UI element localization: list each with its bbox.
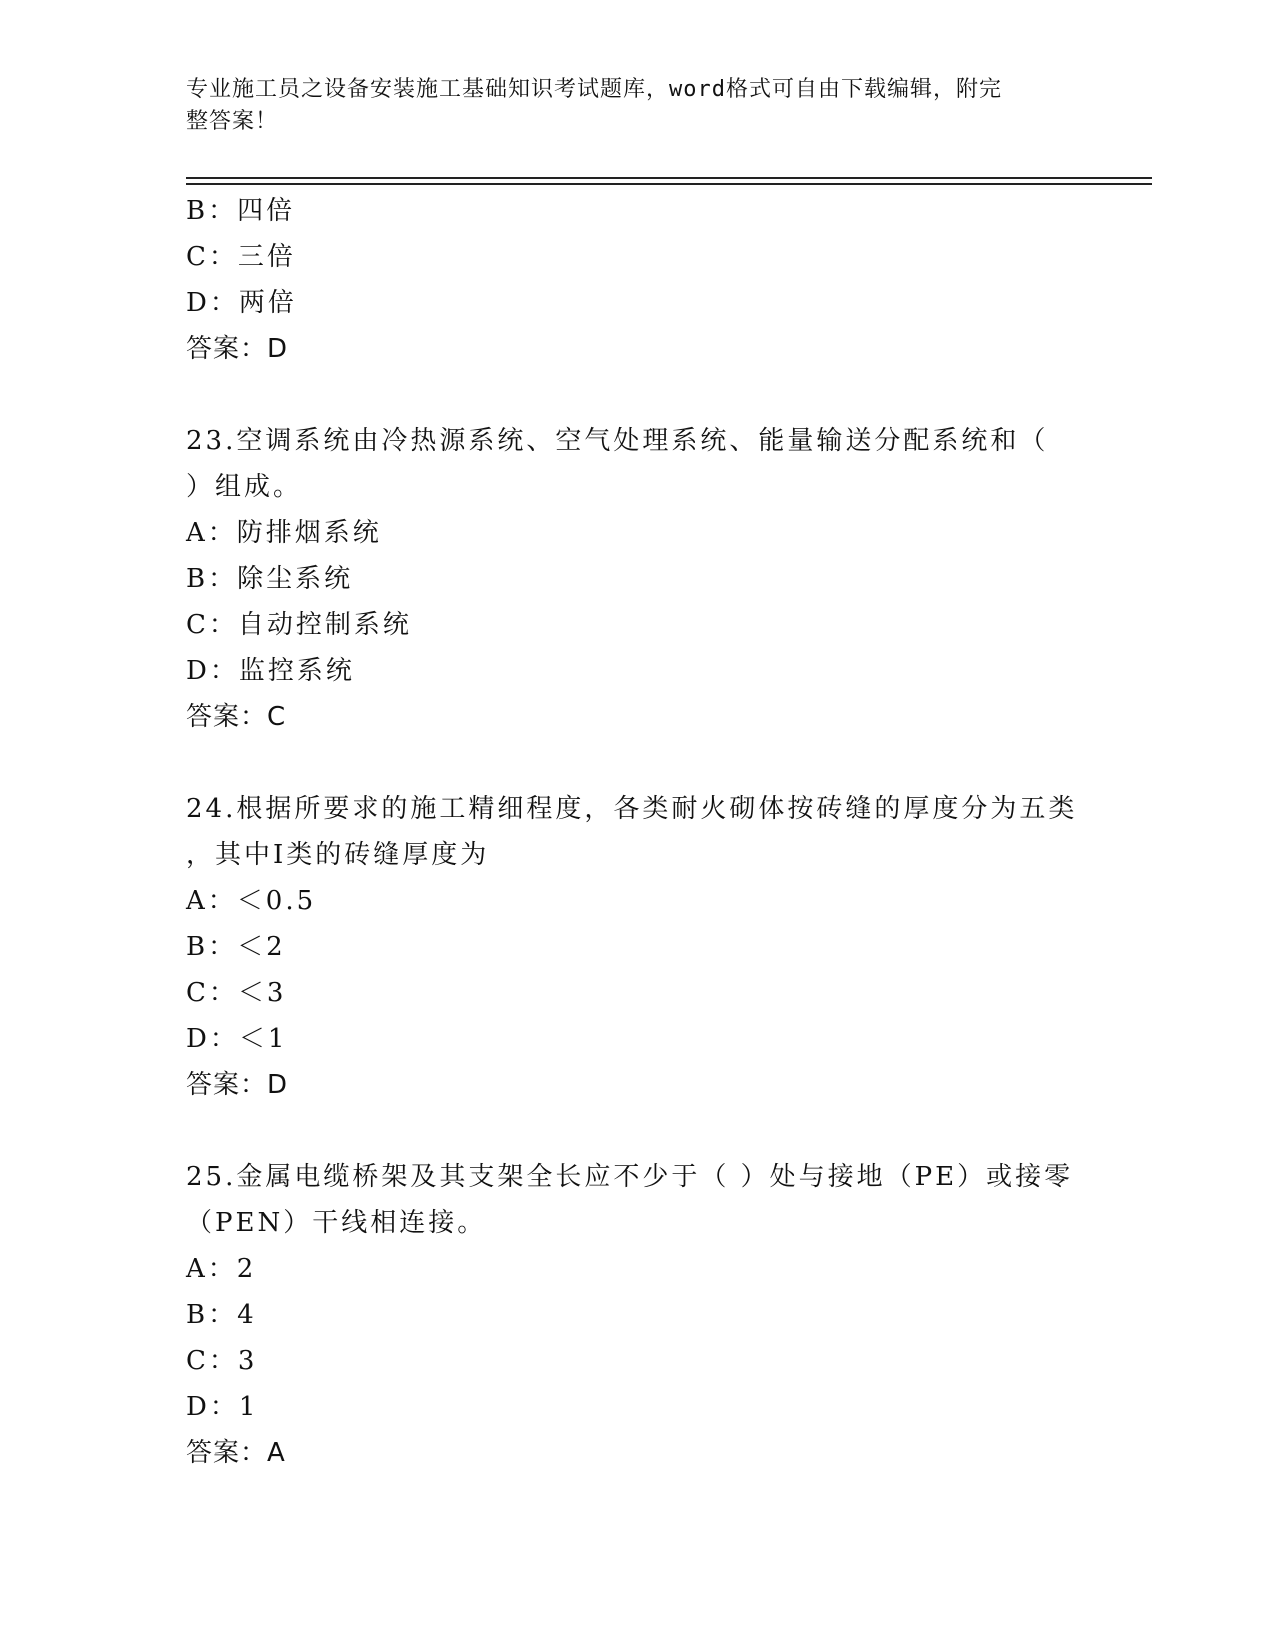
option-c: C：自动控制系统 — [186, 610, 412, 640]
header-title-line-2: 整答案！ — [186, 109, 279, 134]
question-stem-continued: ）组成。 — [186, 472, 303, 502]
option-b: B：＜2 — [186, 932, 286, 962]
option-a: A：2 — [186, 1254, 257, 1284]
question-stem: 25.金属电缆桥架及其支架全长应不少于（ ）处与接地（PE）或接零 — [186, 1162, 1074, 1192]
spacer — [186, 372, 1086, 418]
option-a: A：防排烟系统 — [186, 518, 382, 548]
question-24 — [186, 786, 1086, 1108]
option-c: C：＜3 — [186, 978, 287, 1008]
spacer — [186, 740, 1086, 786]
question-25 — [186, 1154, 1086, 1476]
option-a: A：＜0.5 — [186, 886, 317, 916]
answer-line: 答案：D — [186, 334, 289, 364]
answer-line: 答案：C — [186, 702, 287, 732]
option-c: C：3 — [186, 1346, 258, 1376]
option-d: D：监控系统 — [186, 656, 355, 686]
question-23 — [186, 418, 1086, 740]
option-b: B：除尘系统 — [186, 564, 354, 594]
option-b: B：四倍 — [186, 196, 296, 226]
question-list — [186, 188, 1086, 1476]
document-header — [186, 74, 1066, 138]
header-title-line-1: 专业施工员之设备安装施工基础知识考试题库，word格式可自由下载编辑，附完 — [186, 77, 1002, 102]
answer-line: 答案：D — [186, 1070, 289, 1100]
option-d: D：1 — [186, 1392, 259, 1422]
question-stem: 23.空调系统由冷热源系统、空气处理系统、能量输送分配系统和（ — [186, 426, 1049, 456]
answer-line: 答案：A — [186, 1438, 286, 1468]
question-stem: 24.根据所要求的施工精细程度，各类耐火砌体按砖缝的厚度分为五类 — [186, 794, 1078, 824]
option-d: D：两倍 — [186, 288, 297, 318]
option-c: C：三倍 — [186, 242, 296, 272]
question-22-continued — [186, 188, 1086, 372]
question-stem-continued: ，其中Ⅰ类的砖缝厚度为 — [186, 840, 490, 870]
question-stem-continued: （PEN）干线相连接。 — [186, 1208, 487, 1238]
spacer — [186, 1108, 1086, 1154]
option-b: B：4 — [186, 1300, 257, 1330]
header-divider-bottom — [186, 183, 1152, 185]
option-d: D：＜1 — [186, 1024, 288, 1054]
header-divider-top — [186, 177, 1152, 179]
